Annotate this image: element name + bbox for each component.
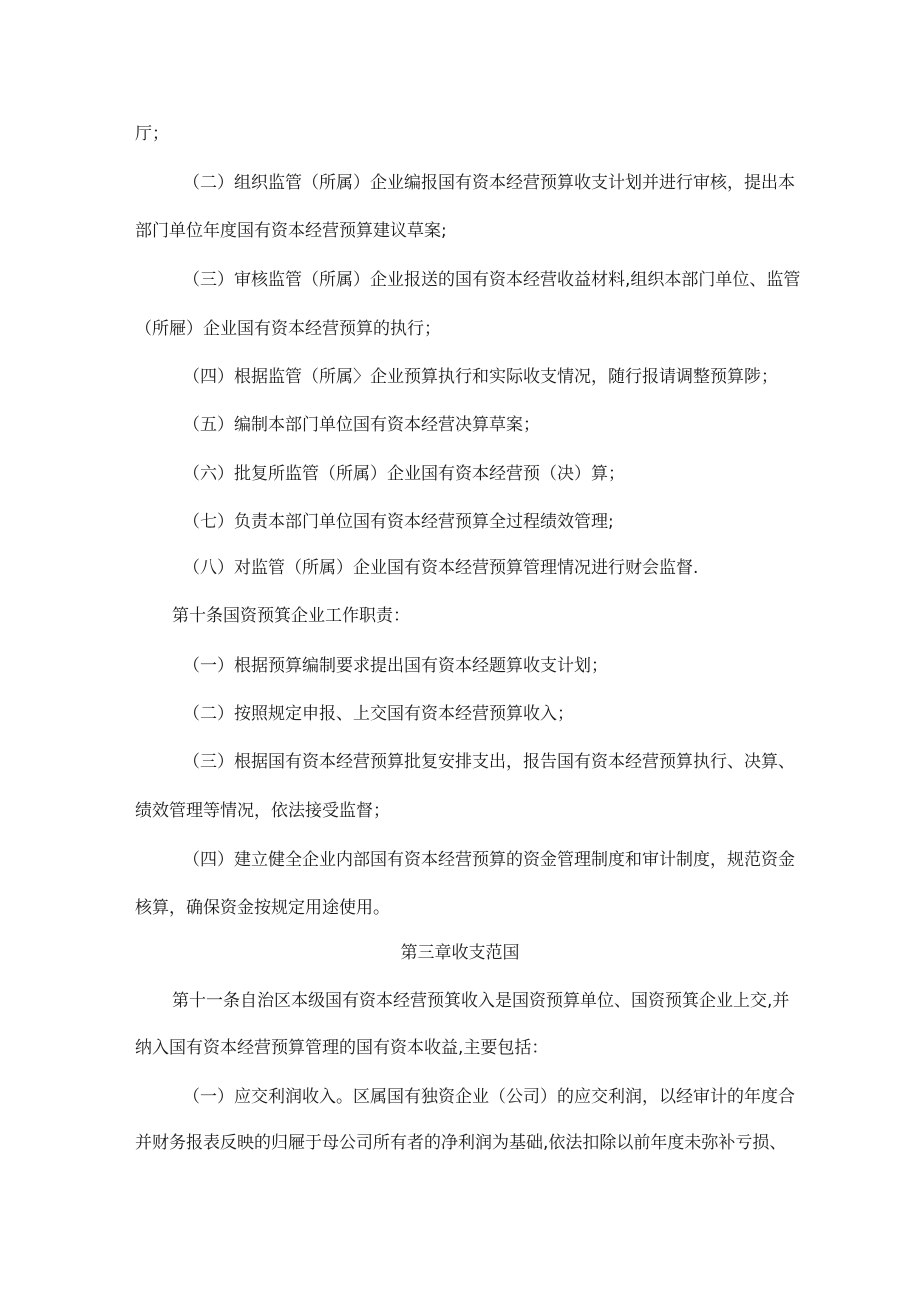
section-heading: 第三章收支范国 (400, 943, 520, 963)
text-line: （四）建立健全企业内部国有资本经营预算的资金管理制度和审计制度，规范资金 (183, 850, 795, 870)
text-line: 绩效管理等情况，依法接受监督； (135, 801, 390, 821)
text-line: （二）按照规定申报、上交国有资本经营预算收入； (183, 704, 574, 724)
text-line: （一）应交利润收入。区属国有独资企业（公司）的应交利润，以经审计的年度合 (183, 1087, 795, 1107)
text-line: （五）编制本部门单位国有资本经营决算草案； (183, 415, 540, 435)
text-line: （三）审核监管（所属）企业报送的国有资本经营收益材料,组织本部门单位、监管 (183, 270, 801, 290)
text-line: （六）批复所监管（所属）企业国有资本经营预（决）算； (183, 464, 625, 484)
text-line: （所屜）企业国有资本经营预算的执行； (135, 319, 441, 339)
text-line: 第十条国资预箕企业工作职责： (172, 606, 410, 626)
text-line: （七）负责本部门单位国有资本经营预算全过程绩效管理; (183, 512, 614, 532)
text-line: 第十一条自治区本级国有资本经营预箕收入是国资预算单位、国资预箕企业上交,并 (172, 991, 790, 1011)
text-line: （三）根据国有资本经营预算批复安排支出，报告国有资本经营预算执行、决算、 (183, 752, 795, 772)
text-line: （八）对监管（所属）企业国有资本经营预算管理情况进行财会监督. (183, 558, 699, 578)
text-line: （二）组织监管（所属）企业编报国有资本经营预算收支计划并进行审核，提出本 (183, 173, 795, 193)
text-line: 部门单位年度国有资本经营预算建议草案; (135, 221, 447, 241)
text-line: 并财务报表反映的归屜于母公司所有者的净利润为基础,依法扣除以前年度未弥补亏损、 (135, 1133, 787, 1153)
text-line: （一）根据预算编制要求提出国有资本经题算收支计划； (183, 656, 608, 676)
text-line: 厅； (135, 124, 169, 144)
text-line: （四）根据监管（所属〉企业预算执行和实际收支情况，随行报请调整预算陟； (183, 367, 778, 387)
text-line: 核算，确保资金按规定用途使用。 (135, 898, 390, 918)
text-line: 纳入国有资本经营预算管理的国有资本收益,主要包括： (135, 1038, 549, 1058)
